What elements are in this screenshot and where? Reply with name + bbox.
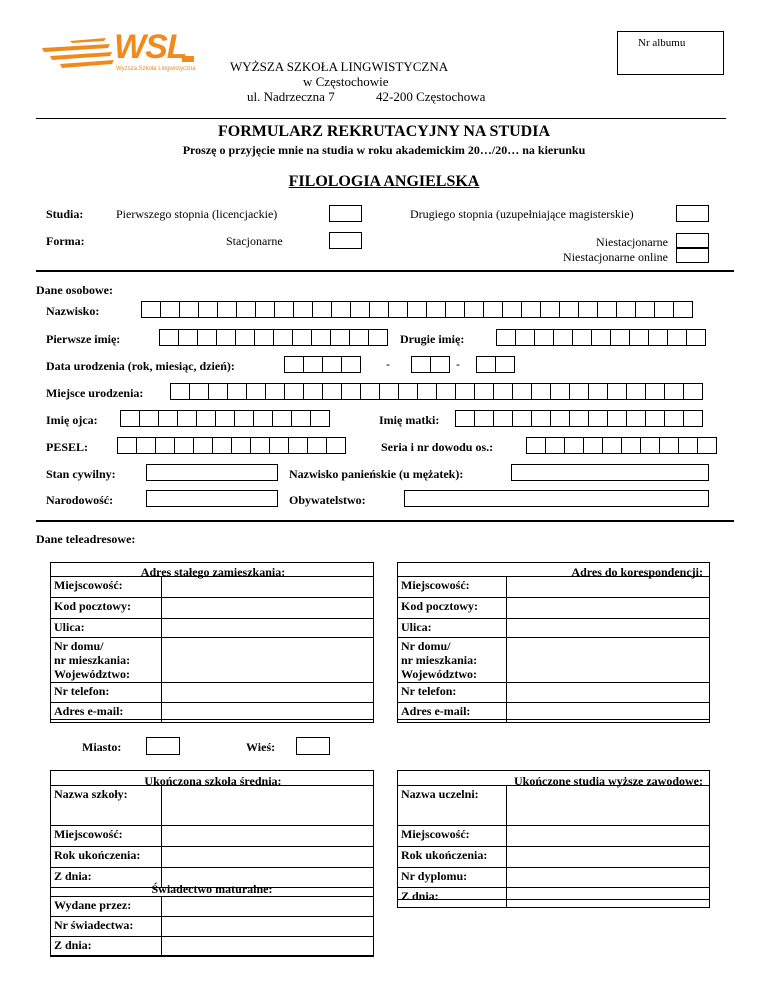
row-label: Z dnia: bbox=[398, 888, 507, 908]
row-label: Z dnia: bbox=[51, 937, 162, 957]
corr-email-field[interactable] bbox=[507, 703, 710, 723]
correspondence-address-table bbox=[397, 576, 710, 723]
table-row bbox=[398, 683, 710, 703]
table-row bbox=[51, 826, 374, 847]
permanent-phone-field[interactable] bbox=[162, 683, 374, 703]
table-row bbox=[51, 703, 374, 723]
birth-place-label: Miejsce urodzenia: bbox=[46, 386, 144, 400]
permanent-postcode-field[interactable] bbox=[162, 598, 374, 619]
school-year-field[interactable] bbox=[162, 847, 374, 868]
logo-subtitle: Wyższa Szkoła Lingwistyczna bbox=[116, 66, 196, 72]
school-name: WYŻSZA SZKOŁA LINGWISTYCZNA bbox=[230, 59, 449, 74]
corr-street-field[interactable] bbox=[507, 619, 710, 638]
marital-status-field[interactable] bbox=[146, 464, 278, 481]
corr-house-field[interactable] bbox=[507, 638, 710, 683]
school-city: w Częstochowie bbox=[303, 74, 389, 89]
table-row bbox=[51, 897, 374, 917]
mother-name-label: Imię matki: bbox=[379, 413, 440, 427]
second-name-label: Drugie imię: bbox=[400, 332, 465, 346]
table-row bbox=[398, 619, 710, 638]
row-label: Z dnia: bbox=[51, 868, 162, 888]
father-name-cells[interactable] bbox=[120, 410, 330, 427]
row-label: Miejscowość: bbox=[51, 826, 162, 847]
table-row bbox=[51, 937, 374, 957]
row-label: Nr dyplomu: bbox=[398, 868, 507, 888]
higher-studies-table bbox=[397, 785, 710, 908]
row-label: Adres e-mail: bbox=[398, 703, 507, 723]
citizenship-label: Obywatelstwo: bbox=[289, 493, 366, 507]
form-title: FORMULARZ REKRUTACYJNY NA STUDIA bbox=[217, 123, 550, 140]
table-row bbox=[398, 577, 710, 598]
forma-option2-checkbox[interactable] bbox=[676, 233, 709, 248]
mother-name-cells[interactable] bbox=[455, 410, 703, 427]
school-street: ul. Nadrzeczna 7 bbox=[247, 89, 335, 104]
flat-label: nr mieszkania: bbox=[401, 653, 478, 667]
cert-date-field[interactable] bbox=[162, 937, 374, 957]
first-name-label: Pierwsze imię: bbox=[46, 332, 121, 346]
row-label: Adres e-mail: bbox=[51, 703, 162, 723]
row-label: Nr świadectwa: bbox=[51, 917, 162, 937]
corr-postcode-field[interactable] bbox=[507, 598, 710, 619]
city-checkbox[interactable] bbox=[146, 737, 180, 755]
id-number-label: Seria i nr dowodu os.: bbox=[381, 440, 494, 454]
program-name: FILOLOGIA ANGIELSKA bbox=[288, 173, 480, 190]
school-place-field[interactable] bbox=[162, 826, 374, 847]
row-label: Ulica: bbox=[398, 619, 507, 638]
permanent-street-field[interactable] bbox=[162, 619, 374, 638]
first-name-cells[interactable] bbox=[159, 329, 388, 346]
surname-cells[interactable] bbox=[141, 301, 693, 318]
table-row bbox=[398, 703, 710, 723]
correspondence-address-title: Adres do korespondencji: bbox=[571, 565, 703, 579]
id-number-cells[interactable] bbox=[526, 437, 717, 454]
row-label: Kod pocztowy: bbox=[398, 598, 507, 619]
secondary-school-title: Ukończona szkoła średnia: bbox=[144, 774, 282, 788]
personal-section-title: Dane osobowe: bbox=[36, 283, 113, 297]
row-label: Wydane przez: bbox=[51, 897, 162, 917]
pesel-label: PESEL: bbox=[46, 440, 89, 454]
school-name-field[interactable] bbox=[162, 786, 374, 826]
permanent-email-field[interactable] bbox=[162, 703, 374, 723]
voivodeship-label: Województwo: bbox=[54, 667, 130, 681]
birth-date-dash-2: - bbox=[456, 357, 460, 371]
village-label: Wieś: bbox=[246, 740, 276, 754]
form-request: Proszę o przyjęcie mnie na studia w roku akademickim 20…/20… na kierunku bbox=[182, 143, 586, 157]
citizenship-field[interactable] bbox=[404, 490, 709, 507]
higher-studies-title: Ukończone studia wyższe zawodowe: bbox=[514, 774, 703, 788]
row-label bbox=[398, 638, 507, 683]
table-row bbox=[51, 683, 374, 703]
school-logo bbox=[40, 28, 200, 80]
permanent-house-field[interactable] bbox=[162, 638, 374, 683]
forma-option3-checkbox[interactable] bbox=[676, 248, 709, 263]
permanent-address-title: Adres stałego zamieszkania: bbox=[140, 565, 286, 579]
row-label: Nr telefon: bbox=[51, 683, 162, 703]
table-row bbox=[51, 786, 374, 826]
table-row bbox=[51, 598, 374, 619]
nationality-label: Narodowość: bbox=[46, 493, 114, 507]
corr-city-field[interactable] bbox=[507, 577, 710, 598]
table-row bbox=[51, 577, 374, 598]
house-label: Nr domu/ bbox=[401, 639, 451, 653]
row-label bbox=[51, 638, 162, 683]
birth-year-cells[interactable] bbox=[284, 356, 361, 373]
secondary-school-table bbox=[50, 785, 374, 888]
flat-label: nr mieszkania: bbox=[54, 653, 131, 667]
surname-label: Nazwisko: bbox=[46, 304, 100, 318]
forma-option2-label: Niestacjonarne bbox=[596, 235, 668, 249]
uni-year-field[interactable] bbox=[506, 847, 709, 868]
marital-status-label: Stan cywilny: bbox=[46, 467, 116, 481]
certificate-title: Świadectwo maturalne: bbox=[151, 882, 273, 896]
maiden-name-field[interactable] bbox=[511, 464, 709, 481]
forma-label: Forma: bbox=[46, 234, 85, 248]
forma-option3-label: Niestacjonarne online bbox=[563, 250, 668, 264]
pesel-cells[interactable] bbox=[117, 437, 346, 454]
row-label: Kod pocztowy: bbox=[51, 598, 162, 619]
school-postcode: 42-200 Częstochowa bbox=[376, 89, 486, 104]
uni-name-field[interactable] bbox=[506, 786, 709, 826]
row-label: Miejscowość: bbox=[51, 577, 162, 598]
nationality-field[interactable] bbox=[146, 490, 278, 507]
village-checkbox[interactable] bbox=[296, 737, 330, 755]
section-divider-2 bbox=[36, 520, 734, 522]
table-row bbox=[51, 917, 374, 937]
house-label: Nr domu/ bbox=[54, 639, 104, 653]
corr-phone-field[interactable] bbox=[507, 683, 710, 703]
section-divider-1 bbox=[36, 270, 734, 272]
row-label: Miejscowość: bbox=[398, 826, 507, 847]
cert-number-field[interactable] bbox=[162, 917, 374, 937]
cert-issuer-field[interactable] bbox=[162, 897, 374, 917]
table-row bbox=[398, 786, 710, 826]
forma-option1-checkbox[interactable] bbox=[329, 232, 362, 249]
studia-option1-checkbox[interactable] bbox=[329, 205, 362, 222]
birth-month-cells[interactable] bbox=[411, 356, 450, 373]
birth-place-cells[interactable] bbox=[170, 383, 703, 400]
father-name-label: Imię ojca: bbox=[46, 413, 98, 427]
row-label: Miejscowość: bbox=[398, 577, 507, 598]
contact-section-title: Dane teleadresowe: bbox=[36, 532, 136, 546]
header-divider bbox=[36, 118, 726, 119]
uni-place-field[interactable] bbox=[506, 826, 709, 847]
row-label: Rok ukończenia: bbox=[398, 847, 507, 868]
birth-day-cells[interactable] bbox=[476, 356, 515, 373]
voivodeship-label: Województwo: bbox=[401, 667, 477, 681]
table-row bbox=[51, 638, 374, 683]
row-label: Nazwa uczelni: bbox=[398, 786, 507, 826]
birth-date-dash-1: - bbox=[386, 357, 390, 371]
second-name-cells[interactable] bbox=[496, 329, 706, 346]
table-row bbox=[51, 619, 374, 638]
diploma-date-field[interactable] bbox=[506, 888, 709, 908]
logo-text: WSL bbox=[114, 28, 187, 66]
table-row bbox=[398, 847, 710, 868]
row-label: Rok ukończenia: bbox=[51, 847, 162, 868]
table-row bbox=[398, 826, 710, 847]
table-row bbox=[51, 847, 374, 868]
maiden-name-label: Nazwisko panieńskie (u mężatek): bbox=[289, 467, 464, 481]
studia-option2-label: Drugiego stopnia (uzupełniające magisterskie) bbox=[410, 207, 634, 221]
album-number-label: Nr albumu bbox=[638, 37, 686, 49]
diploma-number-field[interactable] bbox=[506, 868, 709, 888]
birth-date-label: Data urodzenia (rok, miesiąc, dzień): bbox=[46, 359, 235, 373]
permanent-address-table bbox=[50, 576, 374, 723]
permanent-city-field[interactable] bbox=[162, 577, 374, 598]
album-number-box[interactable] bbox=[617, 31, 724, 75]
table-row bbox=[398, 638, 710, 683]
table-row bbox=[398, 868, 710, 888]
studia-option2-checkbox[interactable] bbox=[676, 205, 709, 222]
city-label: Miasto: bbox=[82, 740, 122, 754]
forma-option1-label: Stacjonarne bbox=[226, 234, 283, 248]
row-label: Nazwa szkoły: bbox=[51, 786, 162, 826]
certificate-table bbox=[50, 896, 374, 957]
studia-option1-label: Pierwszego stopnia (licencjackie) bbox=[116, 207, 278, 221]
studia-label: Studia: bbox=[46, 207, 84, 221]
table-row bbox=[398, 888, 710, 908]
row-label: Nr telefon: bbox=[398, 683, 507, 703]
row-label: Ulica: bbox=[51, 619, 162, 638]
table-row bbox=[398, 598, 710, 619]
